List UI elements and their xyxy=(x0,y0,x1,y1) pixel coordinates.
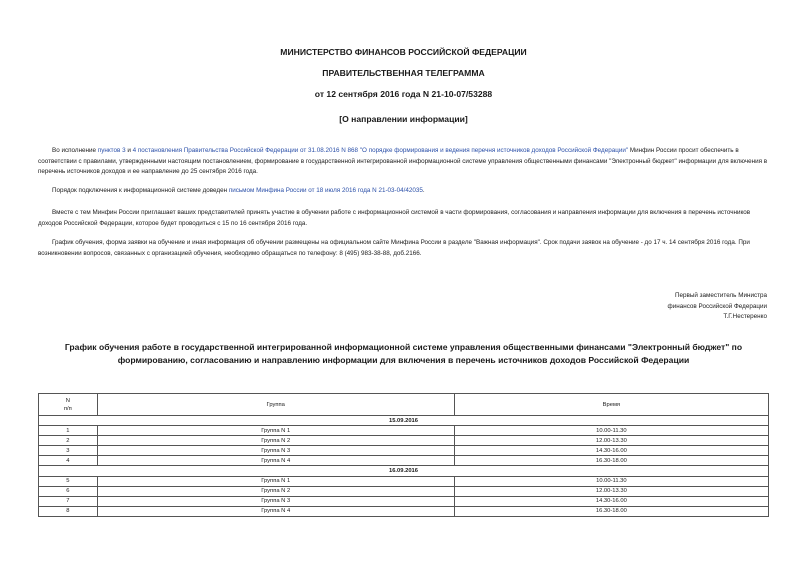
row-time: 16.30-18.00 xyxy=(454,506,768,516)
row-number: 1 xyxy=(39,426,98,436)
signature-organization: финансов Российской Федерации xyxy=(667,302,767,310)
date-row xyxy=(39,416,769,426)
p2-text-prefix: Порядок подключения к информационной системе доведен xyxy=(52,187,229,194)
row-time: 16.30-18.00 xyxy=(454,456,768,466)
row-group: Группа N 1 xyxy=(97,426,454,436)
paragraph-3: Вместе с тем Минфин России приглашает ваших представителей принять участие в обучении работе с информационной системой в части формирования, согласования и направления информации для включения в перечень источников доходов Российской Федерации, которое будет проводиться с 15 по 16 сентября 2016 года. xyxy=(38,209,751,227)
document-date-heading: от 12 сентября 2016 года N 21-10-07/53288 xyxy=(314,89,493,99)
table-row xyxy=(39,436,769,446)
p1-text-prefix: Во исполнение xyxy=(52,147,98,154)
table-row xyxy=(39,476,769,486)
header-time: Время xyxy=(454,394,768,416)
table-row xyxy=(39,456,769,466)
signature-position: Первый заместитель Министра xyxy=(674,292,767,299)
date-row xyxy=(39,466,769,476)
row-number: 4 xyxy=(39,456,98,466)
signature-block xyxy=(507,291,767,323)
row-number: 8 xyxy=(39,506,98,516)
row-group: Группа N 4 xyxy=(97,456,454,466)
document-subject: [О направлении информации] xyxy=(339,114,468,124)
paragraph-4: График обучения, форма заявки на обучение и иная информация об обучении размещены на официальном сайте Минфина России в разделе "Важная информация". Срок подачи заявок на обучение - до 17 ч. 14 сентября 2016 года. При возникновении вопросов, связанных с организацией обучения, необходимо обращаться по телефону: 8 (495) 983-38-88, доб.2166. xyxy=(38,239,750,257)
row-time: 10.00-11.30 xyxy=(454,426,768,436)
p1-text-rest: Минфин России просит обеспечить в соответствии с правилами, утвержденными настоящим постановлением, формирование в государственной интегрированной информационной системе управления общественными финансами "Электронный бюджет" информации для включения в перечень источников доходов и ее направление до 25 сентября 2016 года. xyxy=(38,147,768,175)
date-cell: 16.09.2016 xyxy=(39,466,769,476)
row-time: 10.00-11.30 xyxy=(454,476,768,486)
row-time: 12.00-13.30 xyxy=(454,486,768,496)
signature-name: Т.Г.Нестеренко xyxy=(723,313,767,320)
table-row xyxy=(39,426,769,436)
row-group: Группа N 2 xyxy=(97,486,454,496)
row-number: 7 xyxy=(39,496,98,506)
row-group: Группа N 1 xyxy=(97,476,454,486)
ministry-heading: МИНИСТЕРСТВО ФИНАНСОВ РОССИЙСКОЙ ФЕДЕРАЦИИ xyxy=(280,47,527,57)
row-number: 2 xyxy=(39,436,98,446)
p1-text-and: и xyxy=(125,147,133,154)
table-row xyxy=(39,496,769,506)
row-number: 3 xyxy=(39,446,98,456)
date-cell: 15.09.2016 xyxy=(39,416,769,426)
paragraph-2 xyxy=(38,186,770,197)
schedule-table xyxy=(38,393,769,517)
table-row xyxy=(39,446,769,456)
table-row xyxy=(39,506,769,516)
header-number: N п/п xyxy=(39,394,98,416)
p2-text-suffix: . xyxy=(422,187,425,194)
row-time: 12.00-13.30 xyxy=(454,436,768,446)
schedule-title: График обучения работе в государственной интегрированной информационной системе управления общественными финансами "Электронный бюджет" по формированию, согласованию и направлению информации для включения в перечень источников доходов Российской Федерации xyxy=(64,342,743,365)
row-group: Группа N 3 xyxy=(97,496,454,506)
row-number: 6 xyxy=(39,486,98,496)
row-group: Группа N 2 xyxy=(97,436,454,446)
table-row xyxy=(39,486,769,496)
link-point-4[interactable]: 4 xyxy=(132,147,137,154)
header-group: Группа xyxy=(97,394,454,416)
table-header-row xyxy=(39,394,769,416)
row-time: 14.30-16.00 xyxy=(454,496,768,506)
row-number: 5 xyxy=(39,476,98,486)
row-group: Группа N 4 xyxy=(97,506,454,516)
document-type-heading: ПРАВИТЕЛЬСТВЕННАЯ ТЕЛЕГРАММА xyxy=(322,68,485,78)
row-time: 14.30-16.00 xyxy=(454,446,768,456)
paragraph-1 xyxy=(38,146,770,178)
link-minfin-letter[interactable]: письмом Минфина России от 18 июля 2016 года N 21-03-04/42035 xyxy=(228,187,423,194)
link-points-3[interactable]: пунктов 3 xyxy=(97,147,126,154)
row-group: Группа N 3 xyxy=(97,446,454,456)
link-government-resolution-868[interactable]: постановления Правительства Российской Федерации от 31.08.2016 N 868 "О порядке формирования и ведения перечня источников доходов Российской Федерации" xyxy=(137,147,629,154)
